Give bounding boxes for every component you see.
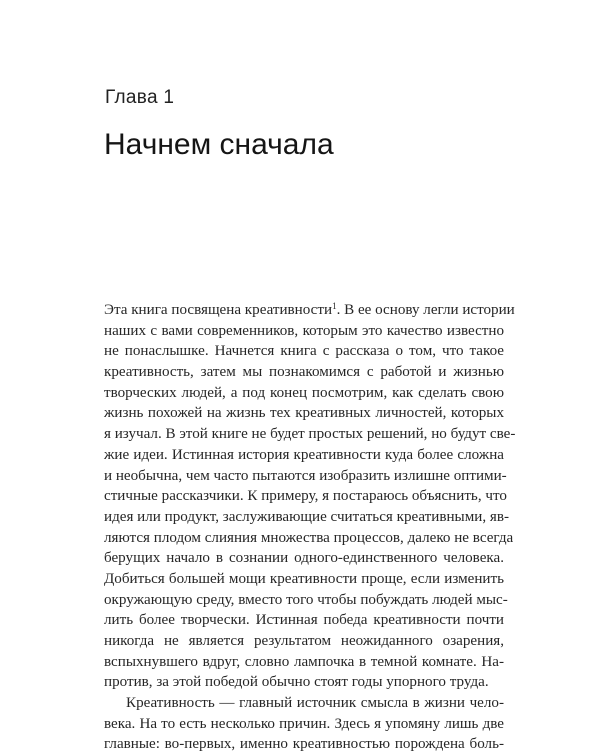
text-line: стичные рассказчики. К примеру, я постараюсь объяснить, что: [104, 488, 507, 505]
footnote-marker: 1: [332, 301, 337, 311]
text-line: века. На то есть несколько причин. Здесь я упомяну лишь две: [104, 715, 504, 732]
text-line: идея или продукт, заслуживающие считаться креативными, яв-: [104, 508, 509, 525]
text-line: ляются плодом слияния множества процессов, далеко не всегда: [104, 529, 514, 546]
chapter-label: Глава 1: [105, 87, 175, 108]
text-line: я изучал. В этой книге не будет простых решений, но будут све-: [104, 426, 516, 443]
text-line: главные: во-первых, именно креативностью порождена боль-: [104, 736, 504, 753]
text-line: жие идеи. Истинная история креативности куда более сложна: [104, 446, 504, 463]
text-line: окружающую среду, вместо того чтобы побуждать людей мыс-: [104, 591, 508, 608]
text-line: против, за этой победой обычно стоят годы упорного труда.: [104, 674, 489, 691]
text-line: берущих начало в сознании одного-единственного человека.: [104, 550, 504, 567]
text-line: Добиться большей мощи креативности проще, если изменить: [104, 570, 504, 587]
text-line: никогда не является результатом неожиданного озарения,: [104, 633, 504, 649]
text-line: творческих людей, а под конец посмотрим, как сделать свою: [104, 384, 504, 401]
text-line: Креативность — главный источник смысла в жизни чело-: [126, 695, 504, 712]
text-line: не понаслышке. Начнется книга с рассказа о том, что такое: [104, 343, 504, 360]
text-line: вспыхнувшего вдруг, словно лампочка в темной комнате. На-: [104, 653, 504, 670]
text-line: наших с вами современников, которым это качество известно: [104, 322, 504, 339]
text-line: и необычна, чем часто пытаются изобразить излишне оптими-: [104, 467, 507, 484]
text-line: лить более творчески. Истинная победа креативности почти: [104, 612, 504, 629]
text-line: жизнь похожей на жизнь тех креативных личностей, которых: [104, 405, 504, 422]
text-line: креативность, затем мы познакомимся с работой и жизнью: [104, 364, 504, 381]
chapter-title: Начнем сначала: [104, 128, 334, 161]
body-text: [104, 300, 516, 755]
text-line: Эта книга посвящена креативности$^1$. В ее основу легли истории: [104, 301, 515, 318]
